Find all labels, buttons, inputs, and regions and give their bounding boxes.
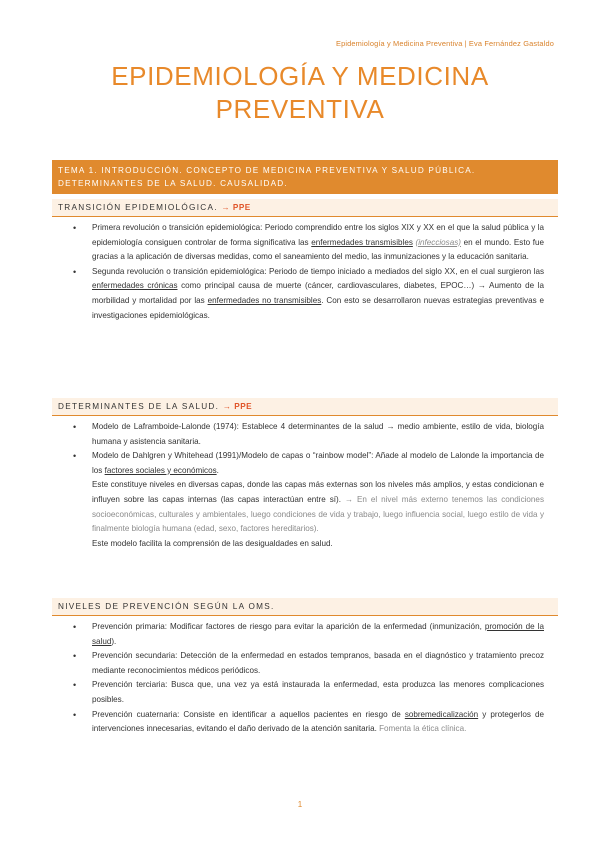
page-number: 1 xyxy=(297,800,303,809)
text: Primera revolución o transición epidemiológica: Periodo comprendido entre los siglos XIX y XX en el que la salud pública y la epidemiología consiguen controlar de forma significativa las xyxy=(92,223,544,247)
title-line-2: PREVENTIVA xyxy=(215,94,385,124)
text: ). xyxy=(111,636,117,646)
grey-note: (infecciosas) xyxy=(415,237,461,247)
list-item: • Prevención terciaria: Busca que, una vez ya está instaurada la enfermedad, esta produzca las menores complicaciones posibles. xyxy=(70,678,544,707)
underlined-term: sobremedicalización xyxy=(404,709,479,719)
continuation-text: Este modelo facilita la comprensión de las desigualdades en salud. xyxy=(92,538,333,548)
list-item xyxy=(70,708,544,737)
text: . xyxy=(216,465,219,475)
underlined-term: promoción de la salud xyxy=(92,622,544,646)
tema-banner xyxy=(52,160,558,194)
title-line-1: EPIDEMIOLOGÍA Y MEDICINA xyxy=(111,61,489,91)
section-title: NIVELES DE PREVENCIÓN SEGÚN LA OMS. xyxy=(58,602,275,611)
running-header: Epidemiología y Medicina Preventiva | Eva Fernández Gastaldo xyxy=(336,39,554,48)
text: . Con esto se desarrollaron nuevas estrategias preventivas e investigaciones epidemiológicas. xyxy=(92,295,544,320)
text: y protegerlos de intervenciones innecesarias, evitando el daño derivado de la atención sanitaria. xyxy=(92,709,544,734)
text: como principal causa de muerte (cáncer, cardiovasculares, diabetes, EPOC…) → Aumento de la morbilidad y mortalidad por las xyxy=(92,281,544,305)
section-title: TRANSICIÓN EPIDEMIOLÓGICA. xyxy=(58,203,218,212)
determinantes-list xyxy=(70,420,544,551)
section-heading-niveles xyxy=(52,598,558,616)
continuation-text xyxy=(92,478,544,536)
underlined-term: factores sociales y económicos xyxy=(104,465,217,475)
list-item xyxy=(70,620,544,649)
section-heading-transicion xyxy=(52,199,558,217)
underlined-term: enfermedades transmisibles xyxy=(311,237,413,247)
tema-line-1: TEMA 1. INTRODUCCIÓN. CONCEPTO DE MEDICINA PREVENTIVA Y SALUD PÚBLICA. xyxy=(58,166,476,175)
text: Este constituye niveles en diversas capas, donde las capas más externas son los niveles más amplios, y estas condicionan e influyen sobre las capas internas (las capas interactúan entre sí). xyxy=(92,480,544,504)
list-item xyxy=(70,221,544,265)
list-item: • Prevención secundaria: Detección de la enfermedad en estados tempranos, basada en el diagnóstico y tratamiento precoz mediante reconocimientos médicos periódicos. xyxy=(70,649,544,678)
text: Modelo de Dahlgren y Whitehead (1991)/Modelo de capas o “rainbow model”: Añade al modelo de Lalonde la importancia de los xyxy=(92,451,544,475)
underlined-term: enfermedades no transmisibles xyxy=(207,295,322,305)
tema-line-2: DETERMINANTES DE LA SALUD. CAUSALIDAD. xyxy=(58,178,288,188)
text: Prevención cuaternaria: Consiste en identificar a aquellos pacientes en riesgo de xyxy=(92,709,405,719)
transicion-list xyxy=(70,221,544,323)
underlined-term: enfermedades crónicas xyxy=(92,281,178,291)
text: Prevención primaria: Modificar factores de riesgo para evitar la aparición de la enfermedad (inmunización, xyxy=(92,622,485,631)
section-heading-determinantes xyxy=(52,398,558,416)
text: Segunda revolución o transición epidemiológica: Periodo de tiempo iniciado a mediados del siglo XX, en el cual surgieron las xyxy=(92,266,544,276)
grey-note: Fomenta la ética clínica. xyxy=(379,724,467,734)
document-title xyxy=(40,60,560,126)
niveles-list xyxy=(70,620,544,737)
list-item xyxy=(70,265,544,323)
list-item: • Modelo de Laframboide-Lalonde (1974): Establece 4 determinantes de la salud → medio ambiente, estilo de vida, biología humana y asistencia sanitaria. xyxy=(70,420,544,449)
list-item xyxy=(70,449,544,551)
grey-note: → En el nivel más externo tenemos las condiciones socioeconómicas, culturales y ambientales, luego condiciones de vida y trabajo, luego influencia social, luego estilo de vida y finalmente biología humana (edad, sexo, factores hereditarios). xyxy=(92,494,544,534)
ppe-tag: → PPE xyxy=(221,203,251,212)
ppe-tag: → PPE xyxy=(222,402,253,411)
text: en el mundo. Esto fue gracias a la aplicación de diversas medidas, como el saneamiento del medio, las inmunizaciones y la educación sanitaria. xyxy=(92,237,544,262)
section-title: DETERMINANTES DE LA SALUD. xyxy=(58,402,220,411)
